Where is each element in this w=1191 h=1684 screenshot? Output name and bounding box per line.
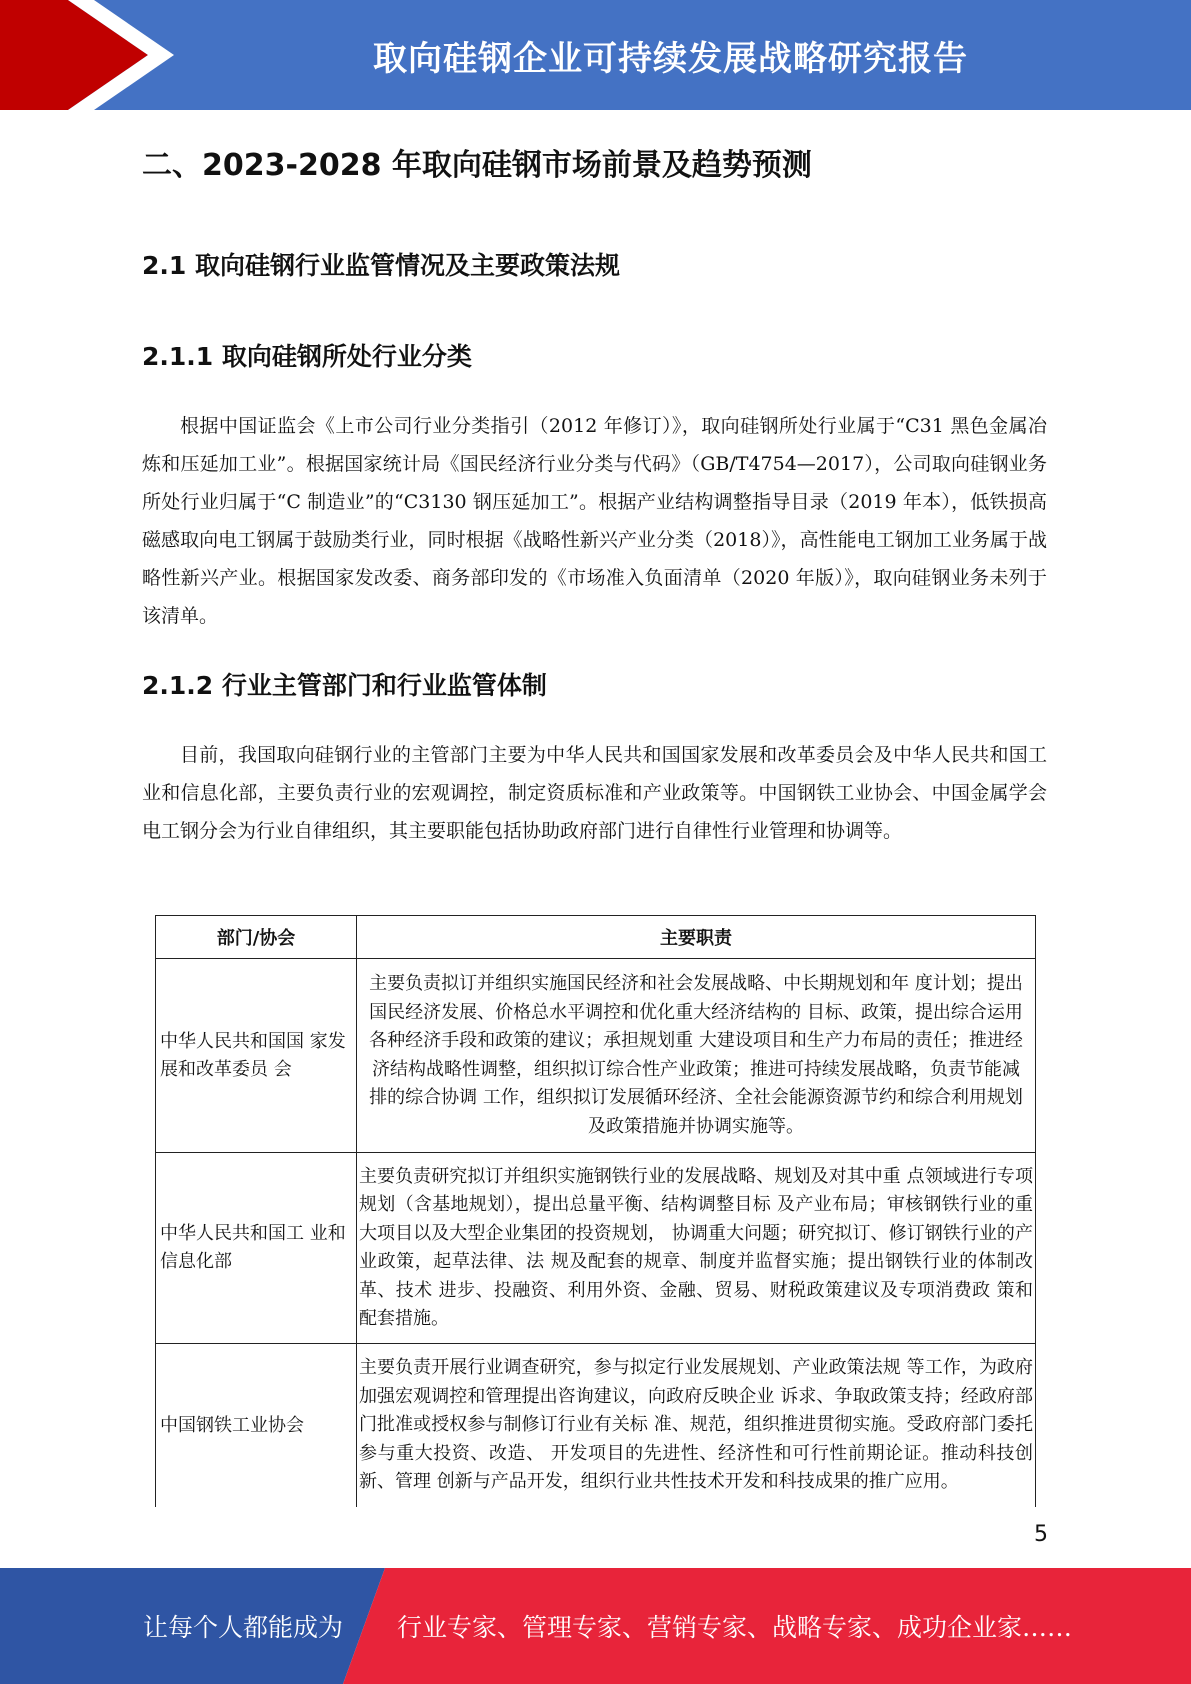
page-number: 5 [1034, 1522, 1048, 1547]
department-cell: 中华人民共和国国 家发展和改革委员 会 [156, 959, 357, 1153]
footer-slogan-left: 让每个人都能成为 [143, 1613, 344, 1642]
report-title: 取向硅钢企业可持续发展战略研究报告 [373, 38, 968, 79]
table-header-duties: 主要职责 [357, 916, 1036, 959]
table-row [156, 959, 1036, 1153]
table-row [156, 1153, 1036, 1344]
chapter-heading: 二、2023-2028 年取向硅钢市场前景及趋势预测 [142, 148, 812, 183]
report-header [0, 0, 1191, 110]
classification-paragraph: 根据中国证监会《上市公司行业分类指引（2012 年修订）》，取向硅钢所处行业属于“C31 黑色金属冶炼和压延加工业”。根据国家统计局《国民经济行业分类与代码》（GB/T4754—2017），公司取向硅钢业务所处行业归属于“C 制造业”的“C3130 钢压延加工”。根据产业结构调整指导目录（2019 年本），低铁损高磁感取向电工钢属于鼓励类行业，同时根据《战略性新兴产业分类（2018）》，高性能电工钢加工业务属于战略性新兴产业。根据国家发改委、商务部印发的《市场准入负面清单（2020 年版）》，取向硅钢业务未列于该清单。 [142, 415, 1047, 627]
report-footer [0, 1568, 1191, 1684]
duty-cell: 主要负责研究拟订并组织实施钢铁行业的发展战略、规划及对其中重 点领域进行专项规划（含基地规划），提出总量平衡、结构调整目标 及产业布局；审核钢铁行业的重大项目以及大型企业集团的投资规划， 协调重大问题；研究拟订、修订钢铁行业的产业政策，起草法律、法 规及配套的规章、制度并监督实施；提出钢铁行业的体制改革、技术 进步、投融资、利用外资、金融、贸易、财税政策建议及专项消费政 策和配套措施。 [357, 1153, 1036, 1344]
regulation-paragraph: 目前，我国取向硅钢行业的主管部门主要为中华人民共和国国家发展和改革委员会及中华人民共和国工业和信息化部，主要负责行业的宏观调控，制定资质标准和产业政策等。中国钢铁工业协会、中国金属学会电工钢分会为行业自律组织，其主要职能包括协助政府部门进行自律性行业管理和协调等。 [142, 744, 1047, 842]
subsection-heading-classification: 2.1.1 取向硅钢所处行业分类 [142, 342, 472, 371]
subsection-heading-regulation: 2.1.2 行业主管部门和行业监管体制 [142, 671, 547, 700]
section-heading: 2.1 取向硅钢行业监管情况及主要政策法规 [142, 251, 620, 280]
table-header-row [156, 916, 1036, 959]
department-cell: 中国钢铁工业协会 [156, 1344, 357, 1508]
duty-cell: 主要负责开展行业调查研究，参与拟定行业发展规划、产业政策法规 等工作，为政府加强宏观调控和管理提出咨询建议，向政府反映企业 诉求、争取政策支持；经政府部门批准或授权参与制修订行业有关标 准、规范，组织推进贯彻实施。受政府部门委托参与重大投资、改造、 开发项目的先进性、经济性和可行性前期论证。推动科技创新、管理 创新与产品开发，组织行业共性技术开发和科技成果的推广应用。 [357, 1344, 1036, 1508]
footer-slogan-right: 行业专家、管理专家、营销专家、战略专家、成功企业家…… [397, 1613, 1073, 1642]
department-cell: 中华人民共和国工 业和信息化部 [156, 1153, 357, 1344]
table-row [156, 1344, 1036, 1508]
duty-cell: 主要负责拟订并组织实施国民经济和社会发展战略、中长期规划和年 度计划；提出国民经济发展、价格总水平调控和优化重大经济结构的 目标、政策，提出综合运用各种经济手段和政策的建议；承担规划重 大建设项目和生产力布局的责任；推进经济结构战略性调整，组织拟订综合性产业政策；推进可持续发展战略，负责节能减排的综合协调 工作，组织拟订发展循环经济、全社会能源资源节约和综合利用规划 及政策措施并协调实施等。 [357, 959, 1036, 1153]
department-duties-table [155, 915, 1036, 1507]
table-header-department: 部门/协会 [156, 916, 357, 959]
